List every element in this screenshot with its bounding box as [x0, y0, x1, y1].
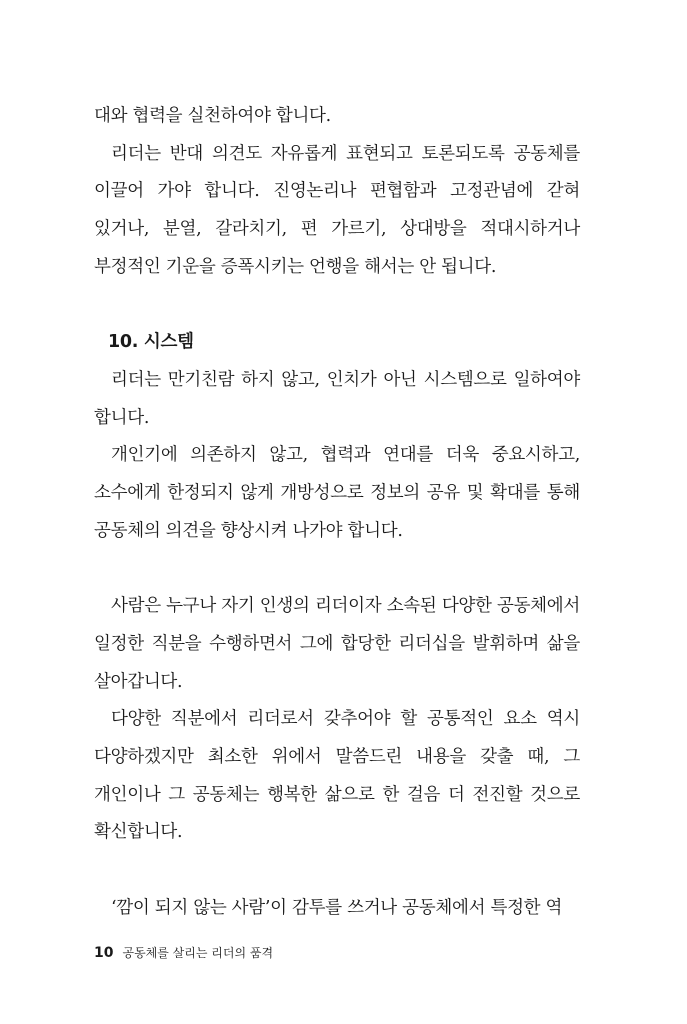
paragraph-3: 리더는 만기친람 하지 않고, 인치가 아닌 시스템으로 일하여야 합니다.	[94, 369, 580, 428]
paragraph-4: 개인기에 의존하지 않고, 협력과 연대를 더욱 중요시하고, 소수에게 한정되지 않게 개방성으로 정보의 공유 및 확대를 통해 공동체의 의견을 향상시켜 나가야 합니다.	[94, 445, 580, 541]
paragraph-1: 대와 협력을 실천하여야 합니다.	[94, 106, 331, 126]
paragraph-5: 사람은 누구나 자기 인생의 리더이자 소속된 다양한 공동체에서 일정한 직분을 수행하면서 그에 합당한 리더십을 발휘하며 삶을 살아갑니다.	[94, 596, 580, 692]
page-number: 10	[94, 945, 114, 961]
spacer	[94, 287, 580, 325]
section-heading: 10. 시스템	[108, 332, 194, 353]
spacer	[94, 550, 580, 588]
paragraph-6: 다양한 직분에서 리더로서 갖추어야 할 공통적인 요소 역시 다양하겠지만 최소한 위에서 말씀드린 내용을 갖출 때, 그 개인이나 그 공동체는 행복한 삶으로 한 걸음 더 전진할 것으로 확신합니다.	[94, 709, 580, 843]
page-body	[94, 98, 580, 927]
paragraph-2: 리더는 반대 의견도 자유롭게 표현되고 토론되도록 공동체를 이끌어 가야 합니다. 진영논리나 편협함과 고정관념에 갇혀 있거나, 분열, 갈라치기, 편 가르기, 상대방을 적대시하거나 부정적인 기운을 증폭시키는 언행을 해서는 안 됩니다.	[94, 143, 580, 277]
page-footer	[94, 944, 273, 961]
spacer	[94, 852, 580, 890]
paragraph-7: ‘깜이 되지 않는 사람’이 감투를 쓰거나 공동체에서 특정한 역	[111, 897, 563, 918]
book-title: 공동체를 살리는 리더의 품격	[122, 946, 274, 960]
